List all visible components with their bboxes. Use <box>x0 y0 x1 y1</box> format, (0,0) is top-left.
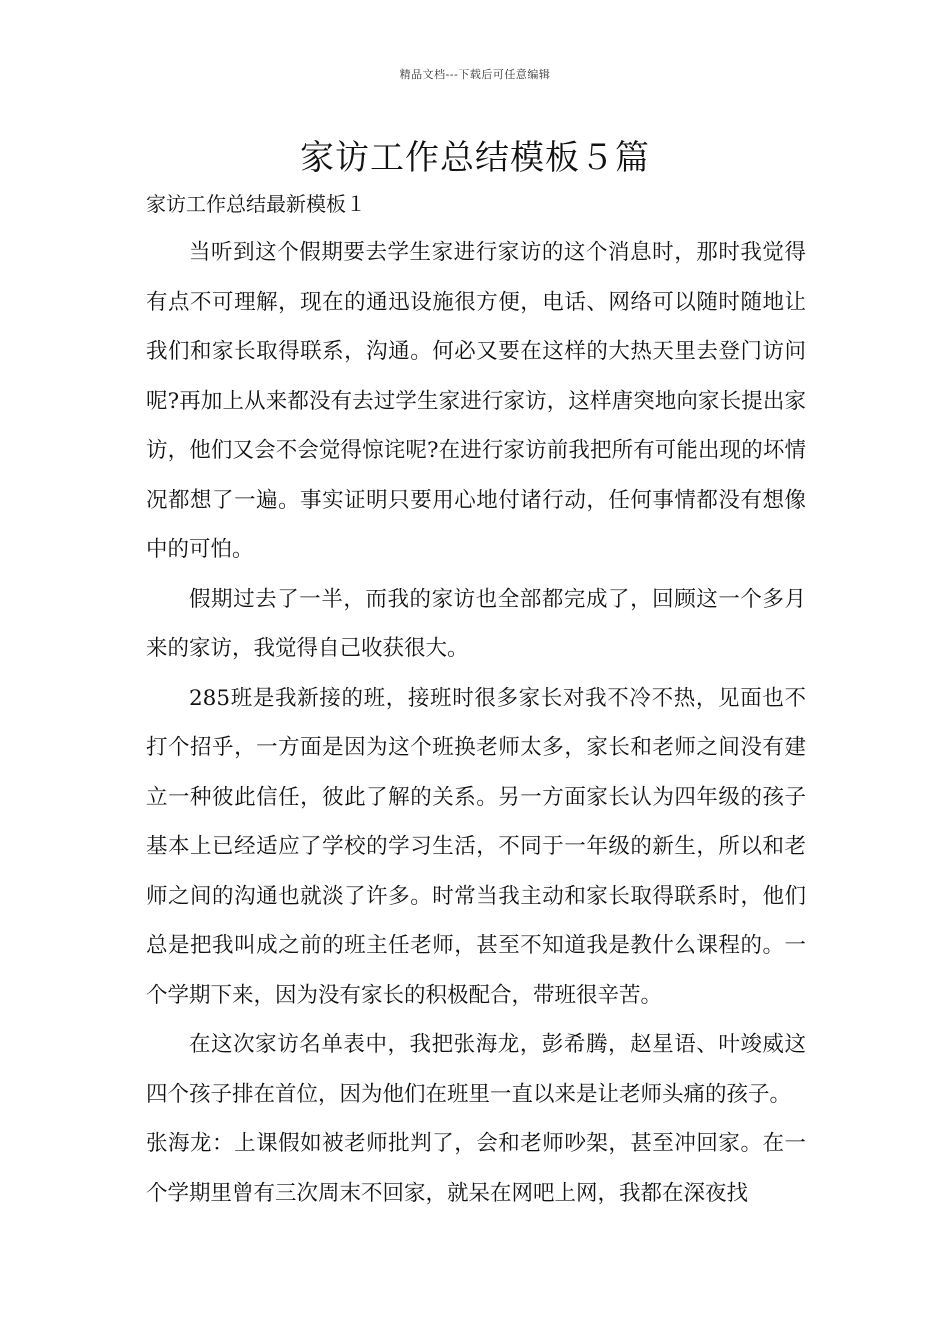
paragraph-1: 当听到这个假期要去学生家进行家访的这个消息时，那时我觉得有点不可理解，现在的通迅设施很方便，电话、网络可以随时随地让我们和家长取得联系，沟通。何必又要在这样的大热天里去登门访问呢?再加上从来都没有去过学生家进行家访，这样唐突地向家长提出家访，他们又会不会觉得惊诧呢?在进行家访前我把所有可能出现的坏情况都想了一遍。事实证明只要用心地付诸行动，任何事情都没有想像中的可怕。 <box>146 240 806 562</box>
section-subtitle: 家访工作总结最新模板１ <box>146 192 366 216</box>
paragraph-5: 张海龙：上课假如被老师批判了，会和老师吵架，甚至冲回家。在一个学期里曾有三次周末不回家，就呆在网吧上网，我都在深夜找 <box>146 1131 806 1206</box>
document-body <box>146 228 806 1218</box>
paragraph-2: 假期过去了一半，而我的家访也全部都完成了，回顾这一个多月来的家访，我觉得自己收获很大。 <box>146 586 806 661</box>
header-note: 精品文档---下载后可任意编辑 <box>399 68 551 81</box>
paragraph-4: 在这次家访名单表中，我把张海龙，彭希腾，赵星语、叶竣威这四个孩子排在首位，因为他们在班里一直以来是让老师头痛的孩子。 <box>146 1032 806 1107</box>
document-title: 家访工作总结模板５篇 <box>300 138 650 178</box>
paragraph-3: 285班是我新接的班，接班时很多家长对我不冷不热，见面也不打个招乎，一方面是因为这个班换老师太多，家长和老师之间没有建立一种彼此信任，彼此了解的关系。另一方面家长认为四年级的孩子基本上已经适应了学校的学习生活，不同于一年级的新生，所以和老师之间的沟通也就淡了许多。时常当我主动和家长取得联系时，他们总是把我叫成之前的班主任老师，甚至不知道我是教什么课程的。一个学期下来，因为没有家长的积极配合，带班很辛苦。 <box>146 685 806 1008</box>
